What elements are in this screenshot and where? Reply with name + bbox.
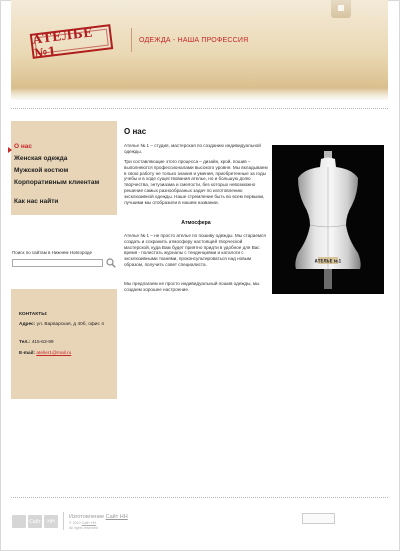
nav-item-mens[interactable]: Мужской костюм <box>14 167 69 174</box>
email-label: E-mail: <box>19 351 35 356</box>
copyright-year: © 2010 <box>69 521 81 525</box>
footer-badge-2[interactable]: Сайт <box>28 515 42 528</box>
closing-paragraph: Мы предлагаем не просто индивидуальный пошив одежды, мы создаем хорошее настроение. <box>124 281 260 292</box>
copyright-link[interactable]: Сайт НН <box>81 521 97 525</box>
header-dotted-divider <box>11 108 388 109</box>
phone-label: Тел.: <box>19 340 31 345</box>
footer-badge-1[interactable] <box>12 515 26 528</box>
search-icon[interactable] <box>106 258 116 268</box>
address-label: Адрес: <box>19 322 36 327</box>
search-label: Поиск по сайтам в Нижнем Новгороде <box>12 250 93 255</box>
footer-separator <box>63 512 64 530</box>
footer-rights: All rights reserved <box>69 526 98 530</box>
address-value: ул. Варварская, д 40б, офис 4 <box>36 322 104 327</box>
mannequin-photo <box>272 145 384 294</box>
footer-badge-3[interactable]: НН <box>44 515 58 528</box>
search-input[interactable] <box>12 259 103 267</box>
made-by-link[interactable]: Сайт НН <box>105 514 128 520</box>
intro-paragraph: Ателье № 1 – студия, мастерская по созданию индивидуальной одежды. <box>124 143 261 154</box>
footer-made-by <box>69 514 128 520</box>
contacts-phone <box>19 340 109 346</box>
header-shine <box>11 88 388 100</box>
contacts-address <box>19 322 109 328</box>
description-paragraph: Три составляющие этого процесса – дизайн, крой, пошив – выполняются профессионалами высокого уровня. Мы вкладываем в свою работу не только знания и умения, приобретенные за годы учебы и в ходе существования ателье, но и большую долю творчества, энтузиазма и смелости, без которых невозможно решение самых разнообразных задач по изготовлению эксклюзивной одежды. Наше стремление быть во всем первыми, лучшими мы отобразили в нашем названии. <box>124 159 268 205</box>
contacts-title: КОНТАКТЫ: <box>19 312 48 317</box>
active-arrow-icon <box>8 147 12 153</box>
made-by-label: Изготовление <box>69 514 105 520</box>
header-divider <box>131 28 132 52</box>
site-tagline: ОДЕЖДА - НАША ПРОФЕССИЯ <box>139 37 249 44</box>
footer-copyright <box>69 521 96 526</box>
mannequin-tag: АТЕЛЬЕ №1 <box>314 258 342 264</box>
page-title: О нас <box>124 127 147 136</box>
home-icon[interactable] <box>331 0 351 18</box>
atmosphere-heading: Атмосфера <box>181 220 211 226</box>
nav-item-location[interactable]: Как нас найти <box>14 198 59 205</box>
mannequin-image <box>272 145 384 294</box>
logo-text: АТЕЛЬЕ №1 <box>31 24 94 61</box>
email-link[interactable]: atelier1@mail.ru <box>36 351 72 356</box>
contacts-email <box>19 351 109 357</box>
nav-item-womens[interactable]: Женская одежда <box>14 155 68 162</box>
atmosphere-paragraph: Ателье № 1 – не просто ателье по пошиву одежды. Мы стараемся создать и сохранить атмосферу настоящей творческой мастерской, куда Вам будет приятно придти в удобное для Вас время - полистать журналы с тенденциями и каталоги с эксклюзивными тканями, проконсультироваться над новым образом, получить совет специалиста. <box>124 233 266 267</box>
visit-counter[interactable] <box>302 513 335 524</box>
nav-item-about[interactable]: О нас <box>14 143 33 150</box>
footer-dotted-divider <box>11 497 388 498</box>
phone-value: 415-63-99 <box>31 340 54 345</box>
nav-item-corporate[interactable]: Корпоративным клиентам <box>14 179 100 186</box>
